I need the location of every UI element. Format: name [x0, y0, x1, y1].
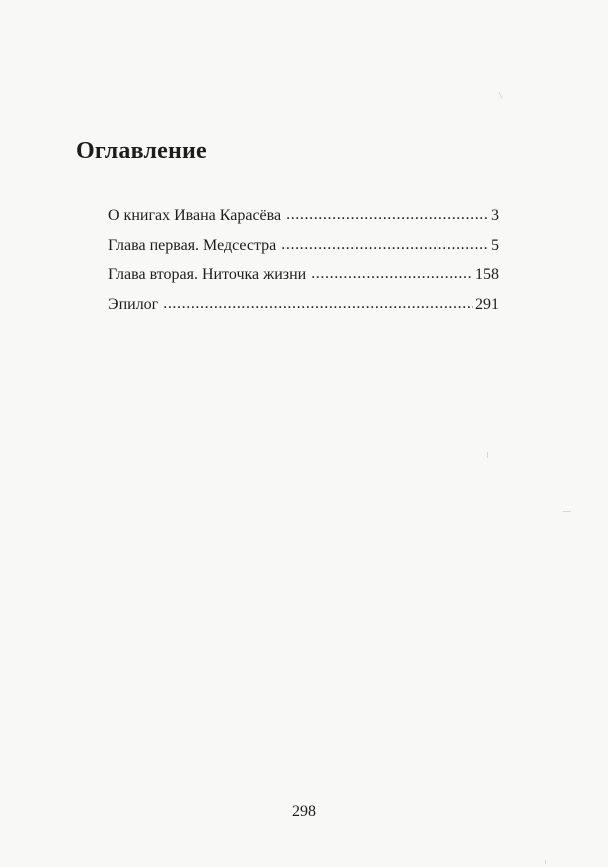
- toc-entry-page: 5: [491, 236, 499, 254]
- toc-entry-label: Глава вторая. Ниточка жизни: [108, 266, 307, 283]
- toc-leader-dots: [286, 205, 489, 225]
- toc-leader-dots: [163, 294, 473, 314]
- paper-speck: [499, 92, 503, 99]
- toc-leader-dots: [311, 264, 473, 284]
- toc-leader-dots: [281, 235, 489, 255]
- paper-speck: [487, 452, 488, 458]
- table-of-contents: [108, 206, 499, 324]
- toc-entry-page: 158: [475, 266, 499, 283]
- toc-entry-label: О книгах Ивана Карасёва: [108, 207, 282, 224]
- toc-entry-page: 3: [491, 207, 499, 224]
- toc-entry-chapter-one: [108, 236, 499, 266]
- page-number: 298: [292, 803, 316, 820]
- toc-entry-about-books: [108, 206, 499, 236]
- toc-heading: Оглавление: [76, 138, 207, 164]
- toc-entry-label: Эпилог: [108, 295, 159, 313]
- toc-entry-epilogue: [108, 295, 499, 325]
- toc-entry-label: Глава первая. Медсестра: [108, 236, 277, 254]
- toc-entry-chapter-two: [108, 265, 499, 295]
- toc-entry-page: 291: [475, 295, 499, 313]
- paper-speck: [545, 860, 546, 864]
- paper-speck: [563, 511, 571, 512]
